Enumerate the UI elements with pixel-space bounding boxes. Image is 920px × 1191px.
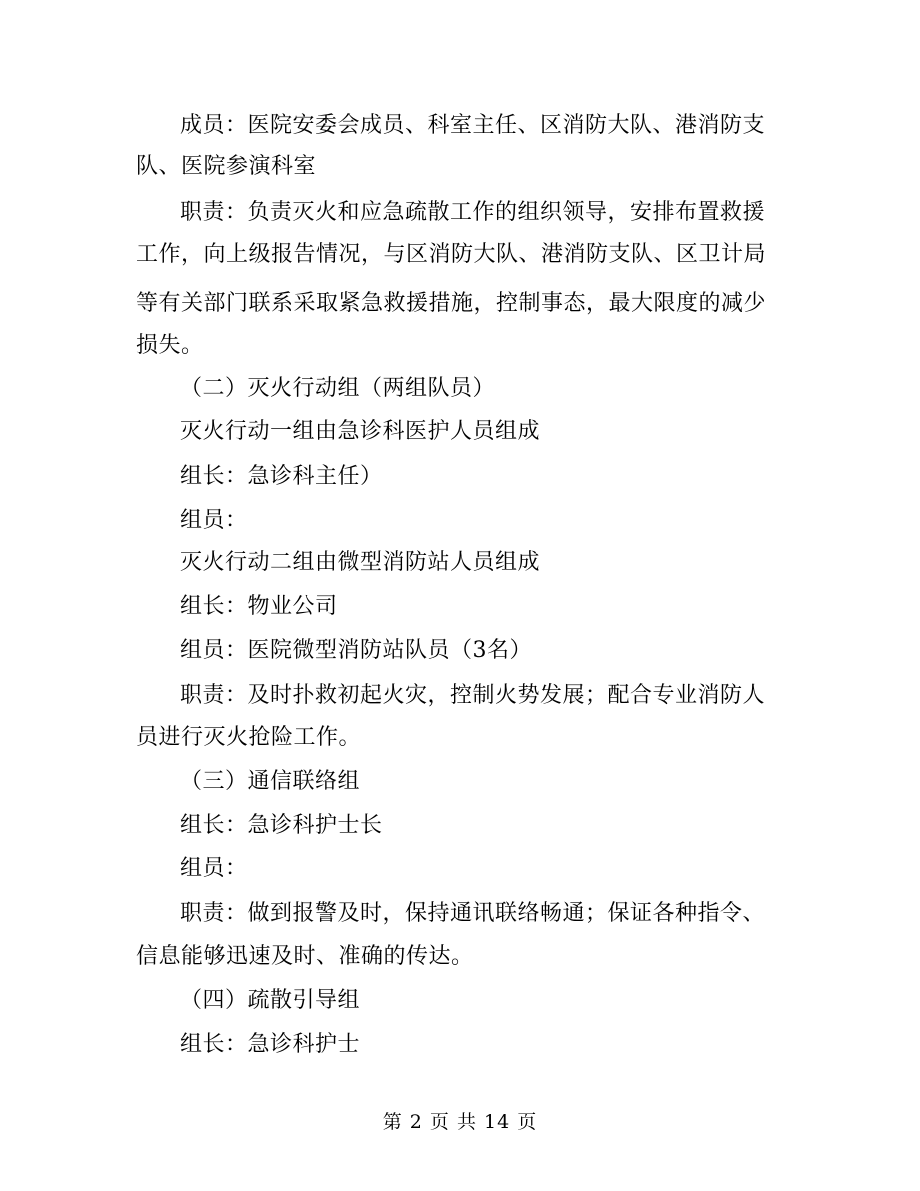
text-line: 组员：	[180, 856, 248, 881]
text-line: 职责：负责灭火和应急疏散工作的组织领导，安排布置救援	[180, 200, 766, 225]
text-line: 组员：	[180, 508, 248, 533]
footer-page-word: 页	[517, 1111, 538, 1133]
text-line: 工作，向上级报告情况，与区消防大队、港消防支队、区卫计局	[136, 242, 767, 267]
text-line: 信息能够迅速及时、准确的传达。	[136, 944, 474, 969]
section-heading: （三）通信联络组	[180, 769, 361, 794]
text-line: 队、医院参演科室	[136, 154, 317, 179]
text-line: 组长：急诊科主任）	[180, 464, 383, 489]
section-heading: （二）灭火行动组（两组队员）	[180, 376, 496, 401]
footer-prefix: 第	[382, 1111, 403, 1133]
text-line: 职责：做到报警及时，保持通讯联络畅通；保证各种指令、	[180, 901, 766, 926]
text-line: 职责：及时扑救初起火灾，控制火势发展；配合专业消防人	[180, 683, 766, 708]
text-line: 组员：医院微型消防站队员（3名）	[180, 638, 532, 663]
text-line: 等有关部门联系采取紧急救援措施，控制事态，最大限度的减少	[136, 291, 767, 316]
section-heading: （四）疏散引导组	[180, 988, 361, 1013]
text-line: 员进行灭火抢险工作。	[136, 725, 362, 750]
text-line: 灭火行动二组由微型消防站人员组成	[180, 550, 541, 575]
footer-current-page: 2	[409, 1111, 423, 1133]
text-line: 组长：物业公司	[180, 594, 338, 619]
text-line: 组长：急诊科护士	[180, 1032, 361, 1057]
text-line: 损失。	[136, 333, 204, 358]
text-line: 组长：急诊科护士长	[180, 813, 383, 838]
footer-total-word: 共	[456, 1111, 477, 1133]
page-footer	[0, 1110, 920, 1134]
footer-total-pages: 14	[484, 1111, 511, 1133]
text-line: 成员：医院安委会成员、科室主任、区消防大队、港消防支	[180, 113, 766, 138]
footer-page-word: 页	[429, 1111, 450, 1133]
text-line: 灭火行动一组由急诊科医护人员组成	[180, 419, 541, 444]
